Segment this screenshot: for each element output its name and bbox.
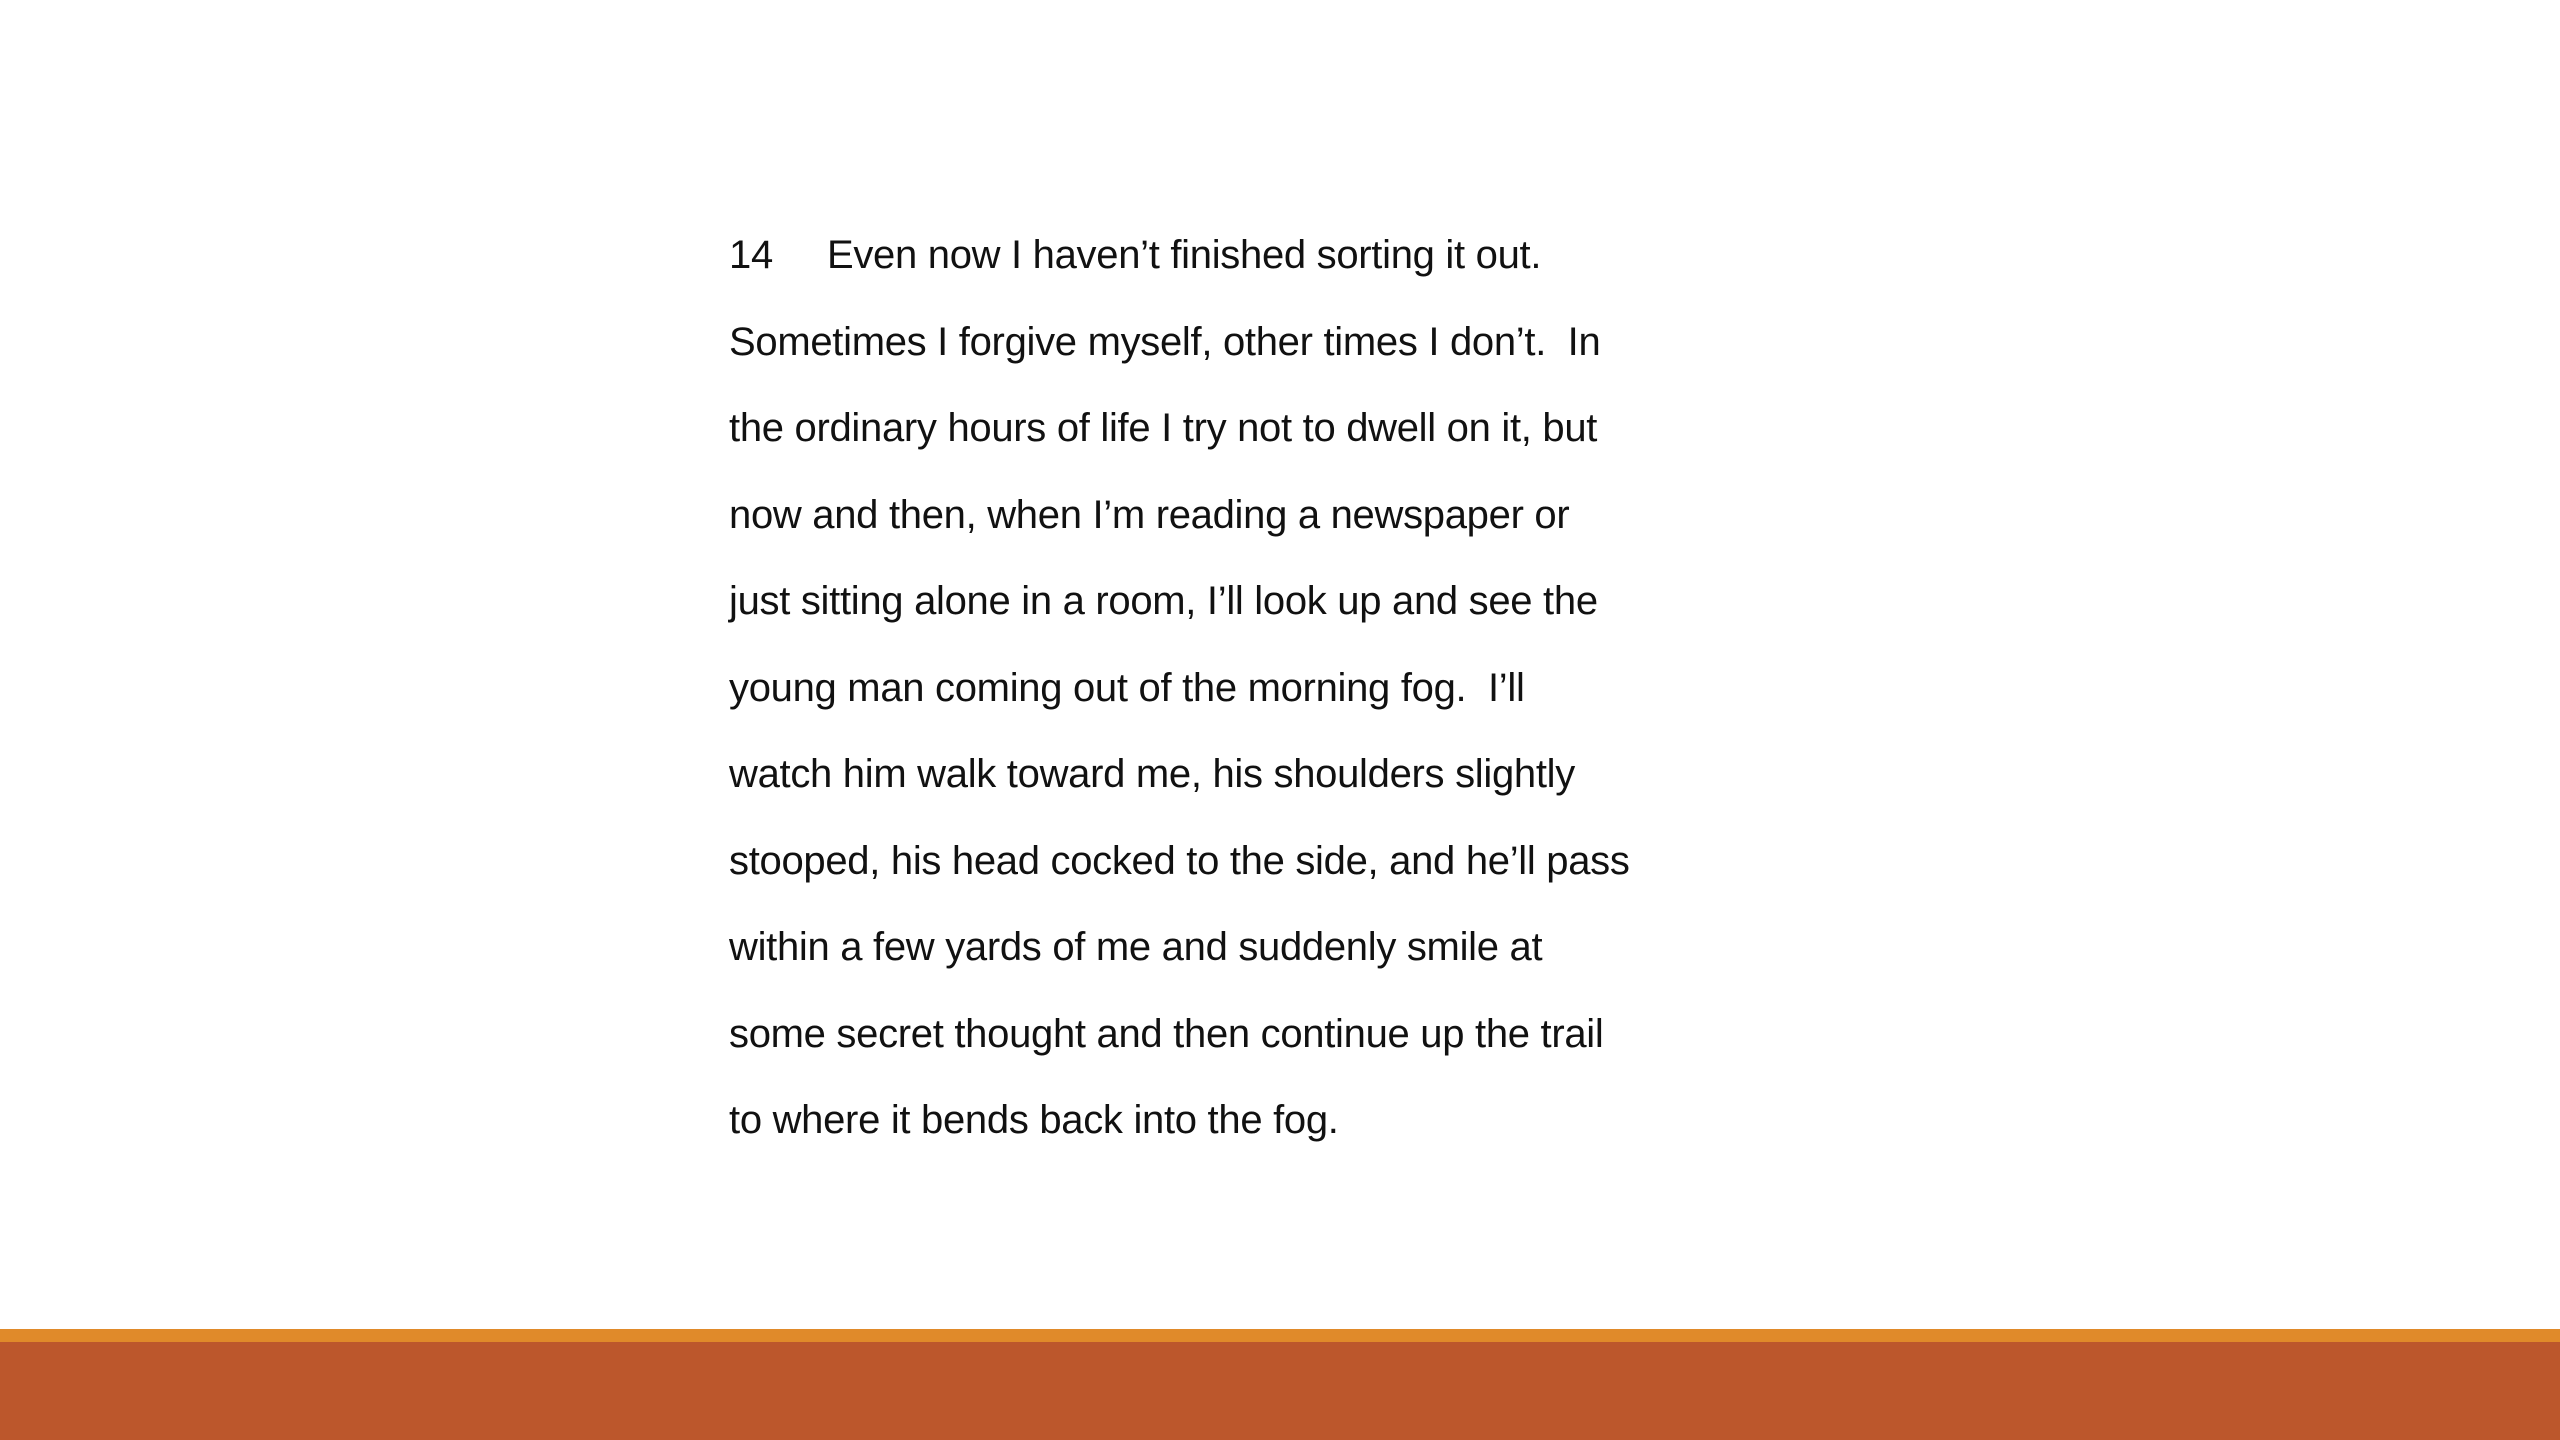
passage-line: some secret thought and then continue up the trail	[729, 1011, 1604, 1056]
passage-line: just sitting alone in a room, I’ll look up and see the	[729, 579, 1598, 623]
passage-line: within a few yards of me and suddenly smile at	[729, 925, 1543, 969]
passage-line: to where it bends back into the fog.	[729, 1098, 1339, 1142]
passage-line: Sometimes I forgive myself, other times I don’t. In	[729, 319, 1601, 364]
passage-line: now and then, when I’m reading a newspaper or	[729, 492, 1570, 537]
passage-line: young man coming out of the morning fog. I’ll	[729, 665, 1525, 710]
passage-line: watch him walk toward me, his shoulders slightly	[729, 752, 1575, 796]
footer-band	[0, 1342, 2560, 1440]
passage-text	[729, 212, 1829, 1164]
passage-line: stooped, his head cocked to the side, and he’ll pass	[729, 838, 1630, 883]
passage-line: 14 Even now I haven’t finished sorting it out.	[729, 233, 1542, 277]
footer-accent-stripe	[0, 1329, 2560, 1342]
passage-line: the ordinary hours of life I try not to dwell on it, but	[729, 406, 1598, 450]
